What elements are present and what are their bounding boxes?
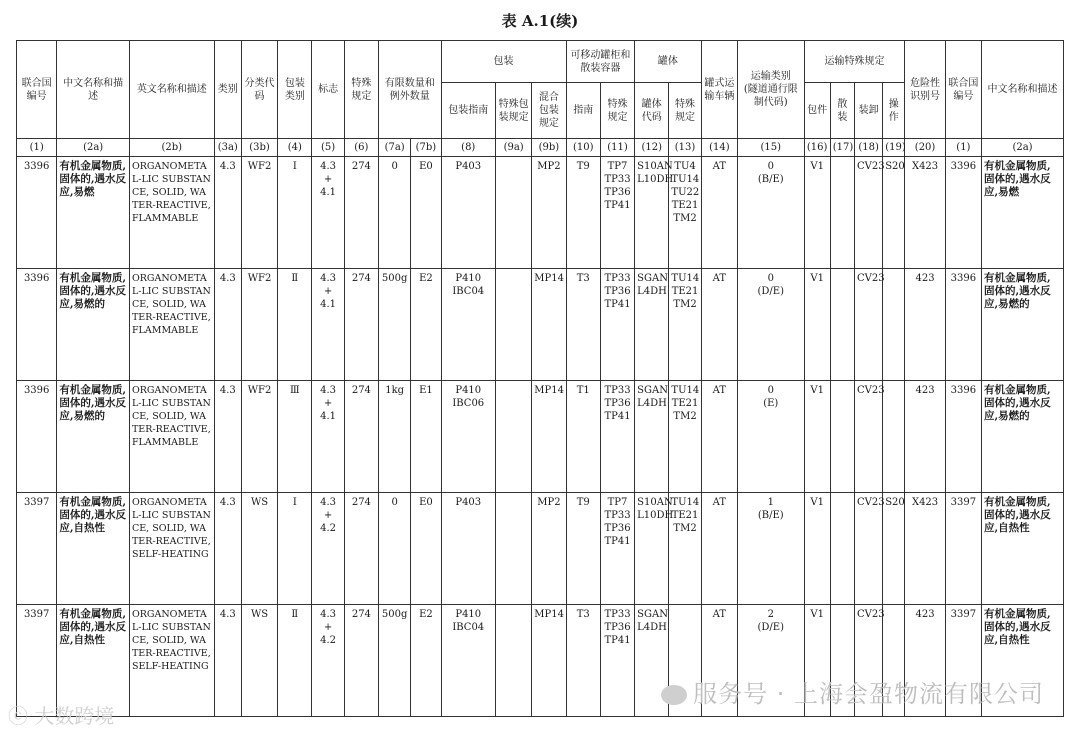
cell-guide: T3: [566, 269, 600, 381]
cell-pg: Ⅰ: [278, 493, 312, 605]
cell-pk: V1: [804, 381, 830, 493]
cell-lbl: 4.3 + 4.2: [312, 493, 344, 605]
cell-eq: E0: [411, 157, 441, 269]
cell-cn2: 有机金属物质,固体的,遇水反应,自热性: [982, 605, 1064, 717]
header-limited-quantity: 有限数量和例外数量: [379, 41, 442, 139]
cell-lq: 1kg: [379, 381, 411, 493]
cell-bulk: [830, 493, 854, 605]
cell-eq: E2: [411, 269, 441, 381]
cell-code: WS: [241, 605, 277, 717]
cell-lq: 500g: [379, 605, 411, 717]
cell-pi: P410 IBC04: [441, 605, 495, 717]
header-class-code: 分类代码: [241, 41, 277, 139]
cell-tcode: S10AN L10DH: [635, 493, 669, 605]
column-number: (15): [737, 139, 804, 157]
cell-tcat: 0 (D/E): [737, 269, 804, 381]
column-number: (13): [669, 139, 701, 157]
column-number: (8): [441, 139, 495, 157]
header-pkg-instr: 包装指南: [441, 83, 495, 139]
cell-pi: P410 IBC06: [441, 381, 495, 493]
column-number: (7b): [411, 139, 441, 157]
header-guide: 指南: [566, 83, 600, 139]
cell-cls: 4.3: [214, 381, 241, 493]
column-number: (5): [312, 139, 344, 157]
header-transport-category: 运输类别 (隧道通行限制代码): [737, 41, 804, 139]
column-number: (2a): [982, 139, 1064, 157]
cell-tcode: SGAN L4DH: [635, 605, 669, 717]
cell-pg: Ⅲ: [278, 381, 312, 493]
table-title: 表 A.1(续): [501, 12, 579, 30]
cell-guide: T9: [566, 157, 600, 269]
cell-lbl: 4.3 + 4.1: [312, 381, 344, 493]
column-number: (10): [566, 139, 600, 157]
cell-tkspec: TU14 TE21 TM2: [669, 493, 701, 605]
cell-veh: AT: [701, 381, 737, 493]
cell-op: S20: [883, 493, 905, 605]
cell-psp: [495, 269, 531, 381]
cell-un: 3397: [17, 605, 57, 717]
cell-un2: 3397: [945, 605, 981, 717]
cell-pk: V1: [804, 605, 830, 717]
header-pkg-special: 特殊包装规定: [495, 83, 531, 139]
cell-load: CV23: [854, 605, 882, 717]
cell-mix: MP14: [532, 605, 566, 717]
cell-mix: MP2: [532, 493, 566, 605]
header-loading: 装卸: [854, 83, 882, 139]
cell-pg: Ⅱ: [278, 605, 312, 717]
cell-load: CV23: [854, 493, 882, 605]
cell-psp: [495, 493, 531, 605]
cell-un: 3397: [17, 493, 57, 605]
table-row: [17, 493, 1064, 605]
column-number: (3a): [214, 139, 241, 157]
cell-pk: V1: [804, 269, 830, 381]
cell-code: WF2: [241, 269, 277, 381]
cell-tcat: 0 (B/E): [737, 157, 804, 269]
cell-tcode: SGAN L4DH: [635, 381, 669, 493]
header-tank-vehicle: 罐式运输车辆: [701, 41, 737, 139]
cell-psp: [495, 605, 531, 717]
header-un-no: 联合国编号: [17, 41, 57, 139]
column-number: (6): [344, 139, 378, 157]
cell-tcat: 0 (E): [737, 381, 804, 493]
column-number: (3b): [241, 139, 277, 157]
cell-tsp: TP7 TP33 TP36 TP41: [600, 493, 634, 605]
cell-mix: MP14: [532, 381, 566, 493]
cell-tcode: SGAN L4DH: [635, 269, 669, 381]
cell-cn: 有机金属物质,固体的,遇水反应,自热性: [57, 605, 130, 717]
table-row: [17, 269, 1064, 381]
column-number: (2a): [57, 139, 130, 157]
header-portable-tanks: 可移动罐柜和散装容器: [566, 41, 635, 83]
cell-eq: E0: [411, 493, 441, 605]
header-packaging: 包装: [441, 41, 566, 83]
cell-code: WF2: [241, 157, 277, 269]
watermark-company: 服务号 · 上海会盈物流有限公司: [661, 674, 1044, 709]
cell-pk: V1: [804, 493, 830, 605]
cell-tkspec: TU14 TE21 TM2: [669, 269, 701, 381]
cell-op: [883, 381, 905, 493]
header-mixed: 混合包装规定: [532, 83, 566, 139]
cell-en: ORGANOMETAL-LIC SUBSTANCE, SOLID, WATER-REACTIVE, FLAMMABLE: [129, 157, 214, 269]
header-tank: 罐体: [635, 41, 702, 83]
cell-lq: 0: [379, 157, 411, 269]
cell-bulk: [830, 269, 854, 381]
cell-sp: 274: [344, 157, 378, 269]
cell-cn: 有机金属物质,固体的,遇水反应,易燃的: [57, 381, 130, 493]
cell-hid: 423: [905, 605, 945, 717]
cell-un: 3396: [17, 381, 57, 493]
cell-un2: 3396: [945, 157, 981, 269]
cell-load: CV23: [854, 381, 882, 493]
cell-veh: AT: [701, 605, 737, 717]
cell-cn: 有机金属物质,固体的,遇水反应,易燃: [57, 157, 130, 269]
cell-tcat: 1 (B/E): [737, 493, 804, 605]
column-number: (17): [830, 139, 854, 157]
cell-eq: E2: [411, 605, 441, 717]
header-class: 类别: [214, 41, 241, 139]
header-name-cn: 中文名称和描述: [57, 41, 130, 139]
cell-lq: 500g: [379, 269, 411, 381]
header-bulk: 散装: [830, 83, 854, 139]
cell-cls: 4.3: [214, 605, 241, 717]
cell-lbl: 4.3 + 4.1: [312, 157, 344, 269]
header-packing-group: 包装类别: [278, 41, 312, 139]
dangerous-goods-table: [16, 40, 1064, 717]
cell-tcode: S10AN L10DH: [635, 157, 669, 269]
cell-cn2: 有机金属物质,固体的,遇水反应,易燃的: [982, 269, 1064, 381]
cell-cls: 4.3: [214, 157, 241, 269]
table-row: [17, 157, 1064, 269]
cell-cn2: 有机金属物质,固体的,遇水反应,易燃: [982, 157, 1064, 269]
cell-psp: [495, 381, 531, 493]
cell-en: ORGANOMETAL-LIC SUBSTANCE, SOLID, WATER-REACTIVE, FLAMMABLE: [129, 269, 214, 381]
column-number: (14): [701, 139, 737, 157]
column-number: (9b): [532, 139, 566, 157]
cell-lbl: 4.3 + 4.1: [312, 269, 344, 381]
column-number: (1): [17, 139, 57, 157]
column-number: (20): [905, 139, 945, 157]
cell-tkspec: TU4 TU14 TU22 TE21 TM2: [669, 157, 701, 269]
header-un-no-repeat: 联合国编号: [945, 41, 981, 139]
cell-op: [883, 269, 905, 381]
column-number: (9a): [495, 139, 531, 157]
cell-pi: P403: [441, 157, 495, 269]
cell-cls: 4.3: [214, 493, 241, 605]
cell-cn2: 有机金属物质,固体的,遇水反应,易燃的: [982, 381, 1064, 493]
cell-un: 3396: [17, 269, 57, 381]
column-number: (19): [883, 139, 905, 157]
cell-un: 3396: [17, 157, 57, 269]
cell-sp: 274: [344, 493, 378, 605]
cell-tsp: TP33 TP36 TP41: [600, 605, 634, 717]
header-operation: 操作: [883, 83, 905, 139]
header-package: 包件: [804, 83, 830, 139]
cell-tsp: TP33 TP36 TP41: [600, 381, 634, 493]
cell-code: WS: [241, 493, 277, 605]
cell-lq: 0: [379, 493, 411, 605]
header-tank-special: 特殊规定: [669, 83, 701, 139]
cell-lbl: 4.3 + 4.2: [312, 605, 344, 717]
header-portable-special: 特殊规定: [600, 83, 634, 139]
column-number: (1): [945, 139, 981, 157]
cell-op: S20: [883, 157, 905, 269]
header-name-cn-repeat: 中文名称和描述: [982, 41, 1064, 139]
header-labels: 标志: [312, 41, 344, 139]
cell-guide: T3: [566, 605, 600, 717]
header-hazard-id: 危险性识别号: [905, 41, 945, 139]
cell-cn2: 有机金属物质,固体的,遇水反应,自热性: [982, 493, 1064, 605]
cell-cn: 有机金属物质,固体的,遇水反应,自热性: [57, 493, 130, 605]
header-transport-special: 运输特殊规定: [804, 41, 905, 83]
column-number: (4): [278, 139, 312, 157]
cell-cn: 有机金属物质,固体的,遇水反应,易燃的: [57, 269, 130, 381]
cell-mix: MP2: [532, 157, 566, 269]
watermark-brand: ⓒ 大数跨境: [8, 704, 115, 728]
column-number: (12): [635, 139, 669, 157]
cell-sp: 274: [344, 269, 378, 381]
header-special-provisions: 特殊规定: [344, 41, 378, 139]
cell-sp: 274: [344, 381, 378, 493]
cell-veh: AT: [701, 493, 737, 605]
cell-code: WF2: [241, 381, 277, 493]
cell-load: CV23: [854, 157, 882, 269]
column-number: (7a): [379, 139, 411, 157]
cell-un2: 3397: [945, 493, 981, 605]
wechat-icon: [661, 685, 687, 705]
cell-hid: 423: [905, 269, 945, 381]
cell-pg: Ⅱ: [278, 269, 312, 381]
cell-en: ORGANOMETAL-LIC SUBSTANCE, SOLID, WATER-REACTIVE, SELF-HEATING: [129, 493, 214, 605]
cell-pk: V1: [804, 157, 830, 269]
cell-bulk: [830, 157, 854, 269]
cell-veh: AT: [701, 157, 737, 269]
cell-hid: 423: [905, 381, 945, 493]
cell-hid: X423: [905, 157, 945, 269]
cell-bulk: [830, 381, 854, 493]
cell-guide: T9: [566, 493, 600, 605]
cell-cls: 4.3: [214, 269, 241, 381]
cell-tcat: 2 (D/E): [737, 605, 804, 717]
cell-en: ORGANOMETAL-LIC SUBSTANCE, SOLID, WATER-REACTIVE, FLAMMABLE: [129, 381, 214, 493]
table-row: [17, 381, 1064, 493]
cell-un2: 3396: [945, 269, 981, 381]
cell-load: CV23: [854, 269, 882, 381]
cell-eq: E1: [411, 381, 441, 493]
column-number: (16): [804, 139, 830, 157]
cell-psp: [495, 157, 531, 269]
column-number: (2b): [129, 139, 214, 157]
header-tank-code: 罐体代码: [635, 83, 669, 139]
cell-en: ORGANOMETAL-LIC SUBSTANCE, SOLID, WATER-REACTIVE, SELF-HEATING: [129, 605, 214, 717]
cell-pg: Ⅰ: [278, 157, 312, 269]
cell-guide: T1: [566, 381, 600, 493]
cell-veh: AT: [701, 269, 737, 381]
column-number: (11): [600, 139, 634, 157]
cell-pi: P410 IBC04: [441, 269, 495, 381]
cell-mix: MP14: [532, 269, 566, 381]
cell-hid: X423: [905, 493, 945, 605]
cell-un2: 3396: [945, 381, 981, 493]
header-name-en: 英文名称和描述: [129, 41, 214, 139]
cell-pi: P403: [441, 493, 495, 605]
cell-tsp: TP7 TP33 TP36 TP41: [600, 157, 634, 269]
cell-tsp: TP33 TP36 TP41: [600, 269, 634, 381]
cell-tkspec: TU14 TE21 TM2: [669, 381, 701, 493]
column-number: (18): [854, 139, 882, 157]
cell-sp: 274: [344, 605, 378, 717]
